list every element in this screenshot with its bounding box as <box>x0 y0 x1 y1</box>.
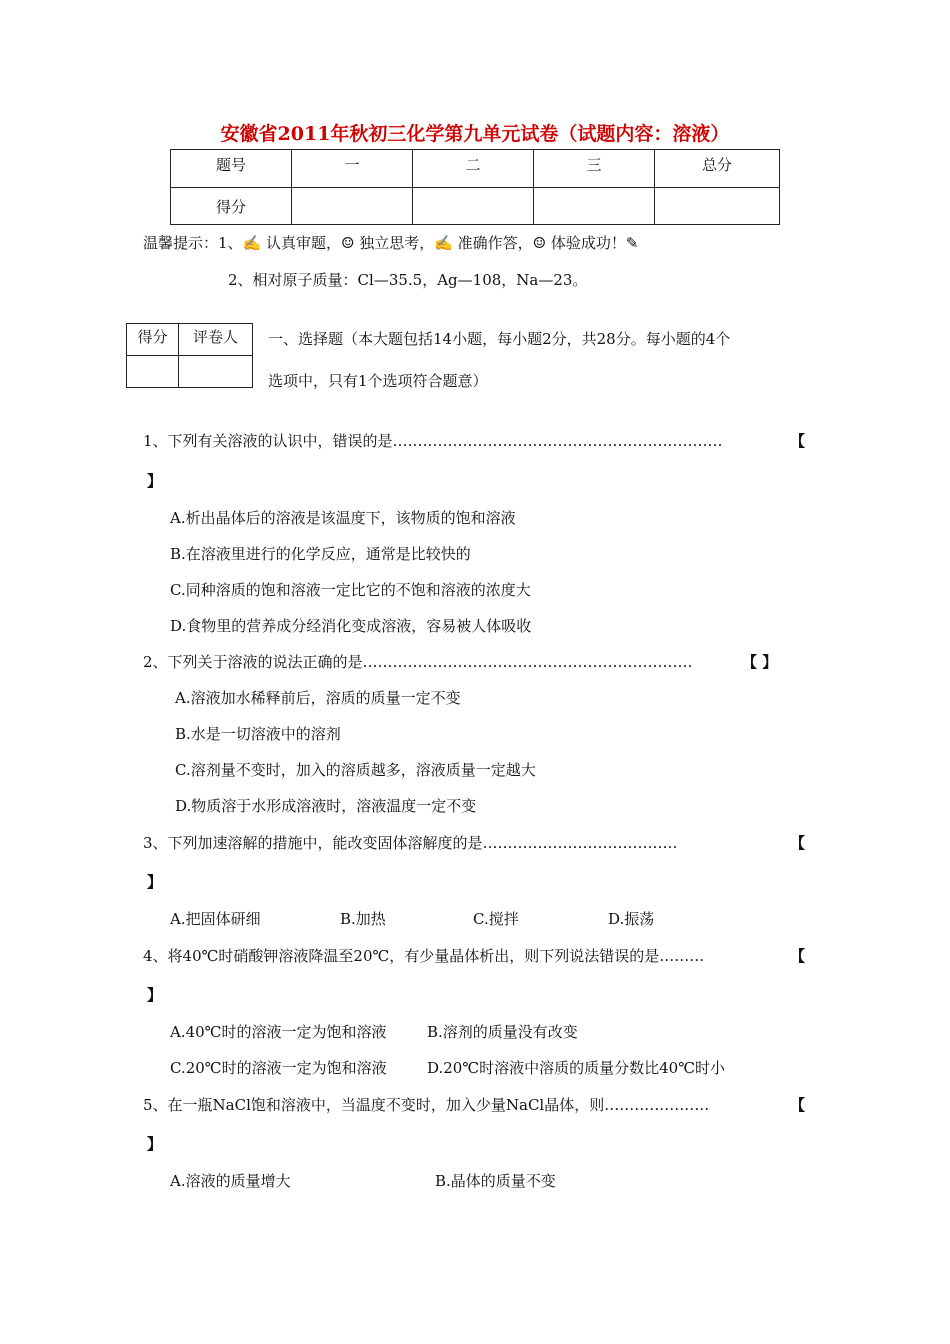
q1-option-b: B.在溶液里进行的化学反应，通常是比较快的 <box>170 545 471 563</box>
grader-name-cell[interactable] <box>179 356 253 388</box>
grader-score-label: 得分 <box>127 324 179 356</box>
q1-bracket-close: 】 <box>147 472 163 490</box>
q5-option-a: A.溶液的质量增大 <box>170 1172 291 1190</box>
q5-option-b: B.晶体的质量不变 <box>435 1172 556 1190</box>
q2-option-b: B.水是一切溶液中的溶剂 <box>175 725 341 743</box>
q3-option-d: D.振荡 <box>608 910 655 928</box>
q3-bracket-open: 【 <box>790 834 806 852</box>
section-heading-line-2: 选项中，只有1个选项符合题意） <box>268 372 488 390</box>
q4-option-c: C.20℃时的溶液一定为饱和溶液 <box>170 1059 387 1077</box>
score-header-cell: 二 <box>413 150 534 188</box>
score-header-cell: 题号 <box>171 150 292 188</box>
q2-stem: 2、下列关于溶液的说法正确的是………………………………………………………… <box>143 653 693 671</box>
q2-option-d: D.物质溶于水形成溶液时，溶液温度一定不变 <box>175 797 477 815</box>
grader-input-row <box>127 356 253 388</box>
score-input-cell[interactable] <box>413 188 534 225</box>
q4-option-d: D.20℃时溶液中溶质的质量分数比40℃时小 <box>427 1059 725 1077</box>
score-table <box>170 149 780 225</box>
score-header-cell: 一 <box>292 150 413 188</box>
q1-stem: 1、下列有关溶液的认识中，错误的是………………………………………………………… <box>143 432 723 450</box>
q4-option-a: A.40℃时的溶液一定为饱和溶液 <box>170 1023 387 1041</box>
q1-option-a: A.析出晶体后的溶液是该温度下，该物质的饱和溶液 <box>170 509 516 527</box>
q5-bracket-close: 】 <box>147 1135 163 1153</box>
grader-score-cell[interactable] <box>127 356 179 388</box>
score-input-cell[interactable] <box>534 188 655 225</box>
q3-option-b: B.加热 <box>340 910 386 928</box>
q4-stem: 4、将40℃时硝酸钾溶液降温至20℃，有少量晶体析出，则下列说法错误的是……… <box>143 947 705 965</box>
score-input-cell[interactable] <box>655 188 780 225</box>
q4-bracket-close: 】 <box>147 986 163 1004</box>
q3-option-c: C.搅拌 <box>473 910 519 928</box>
section-heading-line-1: 一、选择题（本大题包括14小题，每小题2分，共28分。每小题的4个 <box>268 330 731 348</box>
grader-table <box>126 323 253 388</box>
score-table-score-row <box>171 188 780 225</box>
exam-title: 安徽省2011年秋初三化学第九单元试卷（试题内容：溶液） <box>220 123 730 145</box>
tips-line-2: 2、相对原子质量：Cl—35.5，Ag—108，Na—23。 <box>228 271 588 289</box>
q1-option-c: C.同种溶质的饱和溶液一定比它的不饱和溶液的浓度大 <box>170 581 531 599</box>
score-input-cell[interactable] <box>292 188 413 225</box>
score-header-cell: 总分 <box>655 150 780 188</box>
q3-stem: 3、下列加速溶解的措施中，能改变固体溶解度的是………………………………… <box>143 834 678 852</box>
q2-option-a: A.溶液加水稀释前后，溶质的质量一定不变 <box>175 689 461 707</box>
q4-bracket-open: 【 <box>790 947 806 965</box>
score-row-label: 得分 <box>171 188 292 225</box>
q1-option-d: D.食物里的营养成分经消化变成溶液，容易被人体吸收 <box>170 617 532 635</box>
grader-header-row <box>127 324 253 356</box>
q4-option-b: B.溶剂的质量没有改变 <box>427 1023 578 1041</box>
q5-bracket-open: 【 <box>790 1096 806 1114</box>
score-header-cell: 三 <box>534 150 655 188</box>
q1-bracket-open: 【 <box>790 432 806 450</box>
q2-option-c: C.溶剂量不变时，加入的溶质越多，溶液质量一定越大 <box>175 761 536 779</box>
tips-line-1: 温馨提示：1、✍ 认真审题，☺ 独立思考，✍ 准确作答，☺ 体验成功！✎ <box>143 234 639 252</box>
q2-bracket: 【 】 <box>742 653 778 671</box>
grader-name-label: 评卷人 <box>179 324 253 356</box>
q3-bracket-close: 】 <box>147 873 163 891</box>
score-table-header-row <box>171 150 780 188</box>
q5-stem: 5、在一瓶NaCl饱和溶液中，当温度不变时，加入少量NaCl晶体，则………………… <box>143 1096 710 1114</box>
q3-option-a: A.把固体研细 <box>170 910 261 928</box>
